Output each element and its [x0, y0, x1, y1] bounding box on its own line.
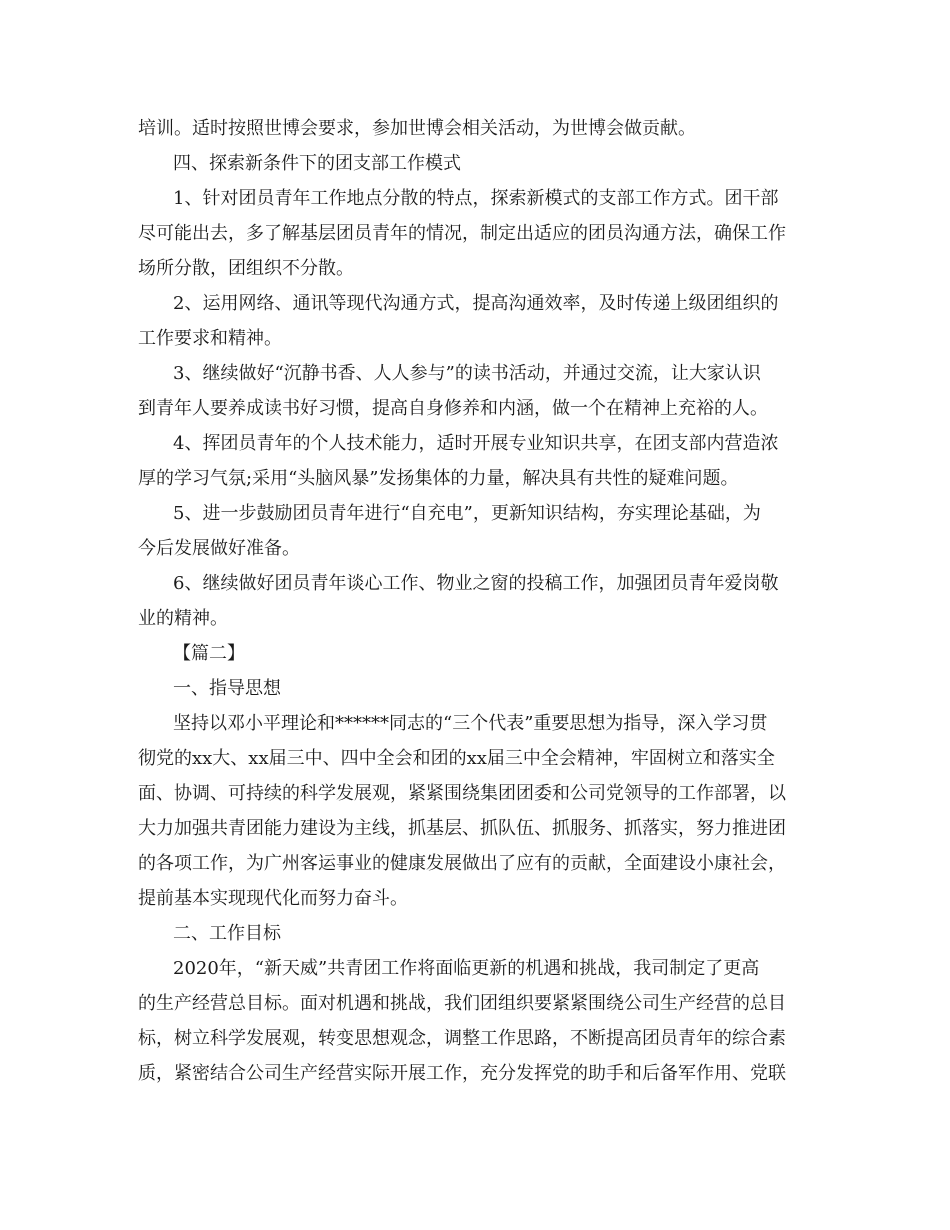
section-heading: 四、探索新条件下的团支部工作模式 — [173, 153, 461, 174]
text-line: 3、继续做好“沉静书香、人人参与”的读书活动，并通过交流，让大家认识 — [173, 363, 761, 384]
part-heading: 【篇二】 — [173, 643, 245, 664]
text-line: 彻党的xx大、xx届三中、四中全会和团的xx届三中全会精神，牢固树立和落实全 — [138, 748, 775, 769]
text-line: 到青年人要养成读书好习惯，提高自身修养和内涵，做一个在精神上充裕的人。 — [138, 398, 768, 419]
text-line: 的生产经营总目标。面对机遇和挑战，我们团组织要紧紧围绕公司生产经营的总目 — [138, 993, 786, 1014]
text-line: 培训。适时按照世博会要求，参加世博会相关活动，为世博会做贡献。 — [138, 118, 696, 139]
text-line: 面、协调、可持续的科学发展观，紧紧围绕集团团委和公司党领导的工作部署，以 — [138, 783, 786, 804]
text-line: 1、针对团员青年工作地点分散的特点，探索新模式的支部工作方式。团干部 — [173, 188, 779, 209]
text-line: 标，树立科学发展观，转变思想观念，调整工作思路，不断提高团员青年的综合素 — [138, 1028, 786, 1049]
text-line: 场所分散，团组织不分散。 — [138, 258, 354, 279]
text-line: 5、进一步鼓励团员青年进行“自充电”，更新知识结构，夯实理论基础，为 — [173, 503, 761, 524]
section-heading: 一、指导思想 — [173, 678, 281, 699]
text-line: 业的精神。 — [138, 608, 228, 629]
text-line: 质，紧密结合公司生产经营实际开展工作，充分发挥党的助手和后备军作用、党联 — [138, 1063, 786, 1084]
text-line: 2020年，“新天威”共青团工作将面临更新的机遇和挑战，我司制定了更高 — [173, 958, 760, 979]
text-line: 坚持以邓小平理论和******同志的“三个代表”重要思想为指导，深入学习贯 — [173, 713, 768, 734]
text-line: 今后发展做好准备。 — [138, 538, 300, 559]
text-line: 2、运用网络、通讯等现代沟通方式，提高沟通效率，及时传递上级团组织的 — [173, 293, 779, 314]
text-line: 尽可能出去，多了解基层团员青年的情况，制定出适应的团员沟通方法，确保工作 — [138, 223, 786, 244]
text-line: 大力加强共青团能力建设为主线，抓基层、抓队伍、抓服务、抓落实，努力推进团 — [138, 818, 786, 839]
text-line: 工作要求和精神。 — [138, 328, 282, 349]
text-line: 4、挥团员青年的个人技术能力，适时开展专业知识共享，在团支部内营造浓 — [173, 433, 779, 454]
text-line: 的各项工作，为广州客运事业的健康发展做出了应有的贡献，全面建设小康社会， — [138, 853, 786, 874]
text-line: 提前基本实现现代化而努力奋斗。 — [138, 888, 408, 909]
section-heading: 二、工作目标 — [173, 923, 281, 944]
text-line: 6、继续做好团员青年谈心工作、物业之窗的投稿工作，加强团员青年爱岗敬 — [173, 573, 779, 594]
text-line: 厚的学习气氛;采用“头脑风暴”发扬集体的力量，解决具有共性的疑难问题。 — [138, 468, 739, 489]
